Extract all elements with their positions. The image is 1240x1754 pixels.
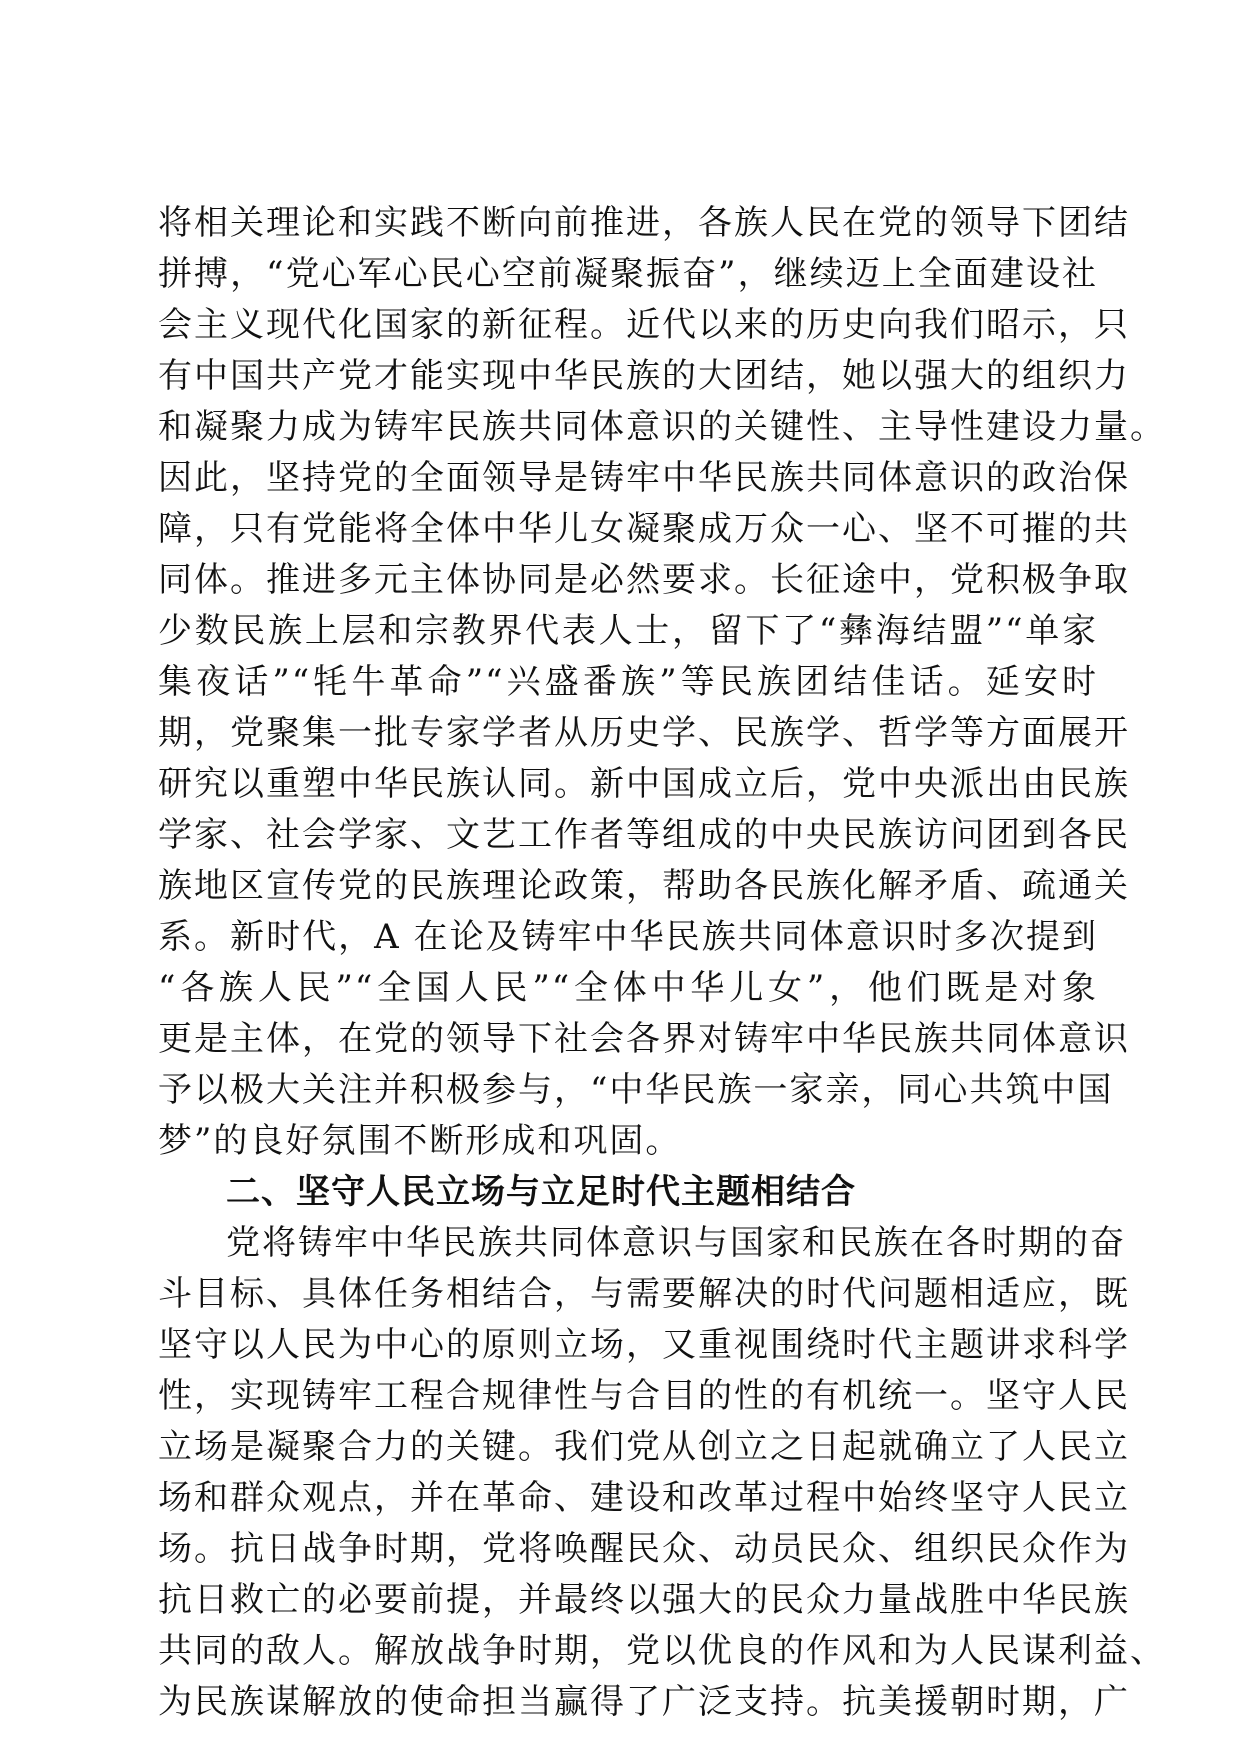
text-line: 研究以重塑中华民族认同。新中国成立后，党中央派出由民族 — [158, 764, 1130, 804]
text-line: 将相关理论和实践不断向前推进，各族人民在党的领导下团结 — [158, 203, 1130, 243]
text-line: 学家、社会学家、文艺工作者等组成的中央民族访问团到各民 — [158, 815, 1130, 855]
body-text — [158, 198, 1166, 1728]
text-line: 期，党聚集一批专家学者从历史学、民族学、哲学等方面展开 — [158, 713, 1130, 753]
text-line: 共同的敌人。解放战争时期，党以优良的作风和为人民谋利益、 — [158, 1631, 1166, 1671]
text-line: 为民族谋解放的使命担当赢得了广泛支持。抗美援朝时期，广 — [158, 1682, 1130, 1722]
text-line: 立场是凝聚合力的关键。我们党从创立之日起就确立了人民立 — [158, 1427, 1130, 1467]
text-line: 党将铸牢中华民族共同体意识与国家和民族在各时期的奋 — [226, 1223, 1126, 1263]
text-line: 予以极大关注并积极参与，“中华民族一家亲，同心共筑中国 — [158, 1070, 1114, 1110]
text-line: 因此，坚持党的全面领导是铸牢中华民族共同体意识的政治保 — [158, 458, 1130, 498]
text-line: 更是主体，在党的领导下社会各界对铸牢中华民族共同体意识 — [158, 1019, 1130, 1059]
text-line: 场。抗日战争时期，党将唤醒民众、动员民众、组织民众作为 — [158, 1529, 1130, 1569]
text-line: 拼搏，“党心军心民心空前凝聚振奋”，继续迈上全面建设社 — [158, 254, 1098, 294]
text-line: 有中国共产党才能实现中华民族的大团结，她以强大的组织力 — [158, 356, 1130, 396]
text-line: “各族人民”“全国人民”“全体中华儿女”，他们既是对象 — [158, 968, 1098, 1008]
text-line: 少数民族上层和宗教界代表人士，留下了“彝海结盟”“单家 — [158, 611, 1098, 651]
text-line: 梦”的良好氛围不断形成和巩固。 — [158, 1121, 682, 1161]
section-heading: 二、坚守人民立场与立足时代主题相结合 — [226, 1172, 856, 1212]
text-line: 系。新时代，A 在论及铸牢中华民族共同体意识时多次提到 — [158, 917, 1099, 957]
text-line: 斗目标、具体任务相结合，与需要解决的时代问题相适应，既 — [158, 1274, 1130, 1314]
text-line: 场和群众观点，并在革命、建设和改革过程中始终坚守人民立 — [158, 1478, 1130, 1518]
text-line: 会主义现代化国家的新征程。近代以来的历史向我们昭示，只 — [158, 305, 1130, 345]
text-line: 族地区宣传党的民族理论政策，帮助各民族化解矛盾、疏通关 — [158, 866, 1130, 906]
text-line: 性，实现铸牢工程合规律性与合目的性的有机统一。坚守人民 — [158, 1376, 1130, 1416]
text-line: 坚守以人民为中心的原则立场，又重视围绕时代主题讲求科学 — [158, 1325, 1130, 1365]
text-line: 集夜话”“牦牛革命”“兴盛番族”等民族团结佳话。延安时 — [158, 662, 1098, 702]
text-line: 同体。推进多元主体协同是必然要求。长征途中，党积极争取 — [158, 560, 1130, 600]
text-line: 障，只有党能将全体中华儿女凝聚成万众一心、坚不可摧的共 — [158, 509, 1130, 549]
text-line: 和凝聚力成为铸牢民族共同体意识的关键性、主导性建设力量。 — [158, 407, 1166, 447]
text-line: 抗日救亡的必要前提，并最终以强大的民众力量战胜中华民族 — [158, 1580, 1130, 1620]
